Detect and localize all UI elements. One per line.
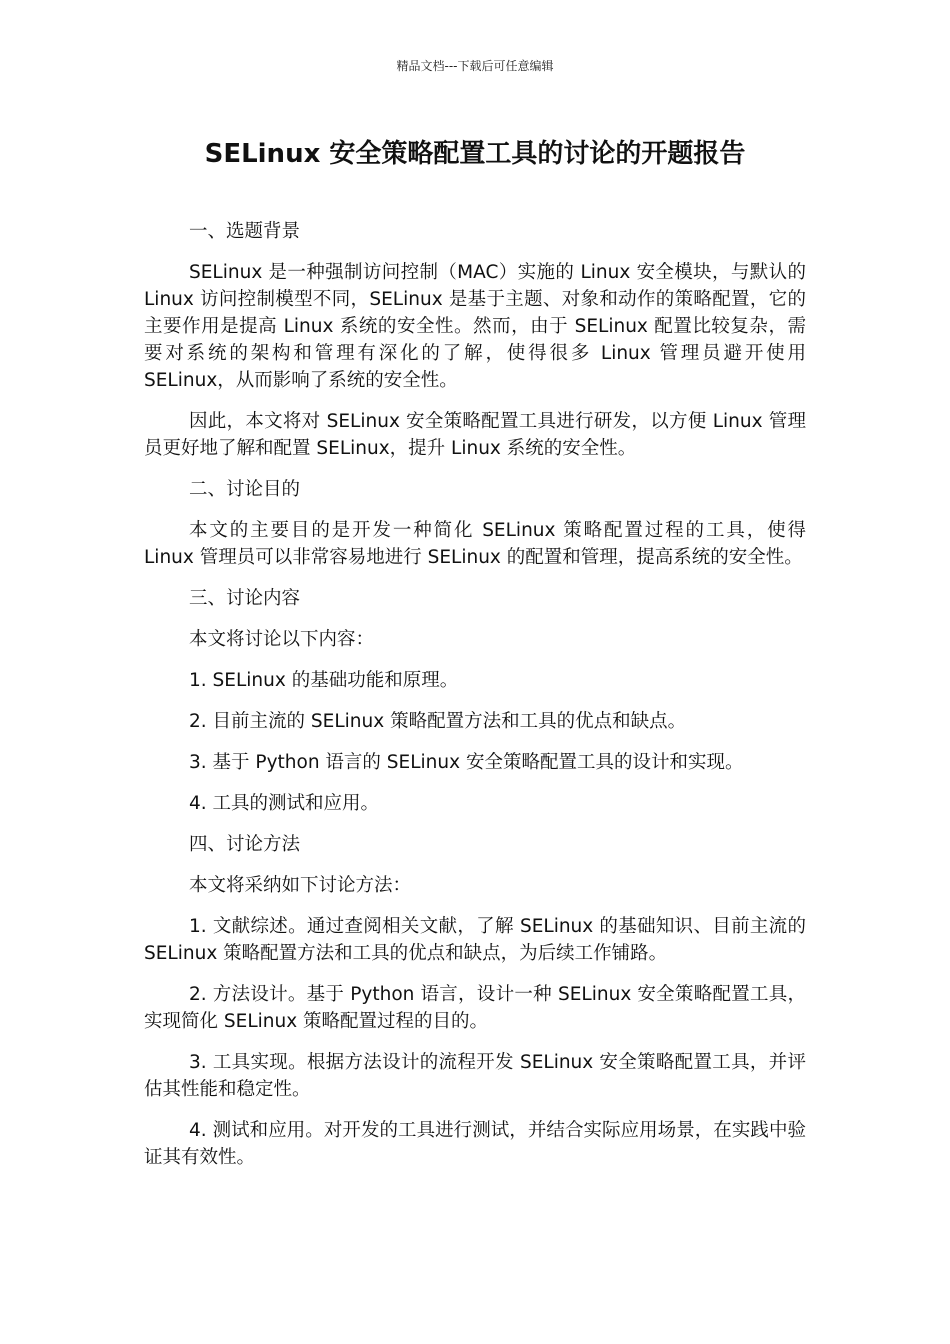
list-item-method-1: 1. 文献综述。通过查阅相关文献，了解 SELinux 的基础知识、目前主流的 SELinux 策略配置方法和工具的优点和缺点，为后续工作铺路。	[144, 916, 806, 964]
document-title: SELinux 安全策略配置工具的讨论的开题报告	[204, 139, 746, 169]
list-item-content-4: 4. 工具的测试和应用。	[189, 793, 380, 814]
paragraph-background-1: SELinux 是一种强制访问控制（MAC）实施的 Linux 安全模块，与默认的 Linux 访问控制模型不同，SELinux 是基于主题、对象和动作的策略配置，它的主要作用是提高 Linux 系统的安全性。然而，由于 SELinux 配置比较复杂，需要对系统的架构和管理有深化的了解，使得很多 Linux 管理员避开使用 SELinux，从而影响了系统的安全性。	[144, 262, 806, 391]
paragraph-method-intro: 本文将采纳如下讨论方法：	[189, 875, 412, 896]
list-item-content-2: 2. 目前主流的 SELinux 策略配置方法和工具的优点和缺点。	[189, 711, 687, 732]
list-item-method-2: 2. 方法设计。基于 Python 语言，设计一种 SELinux 安全策略配置工具，实现简化 SELinux 策略配置过程的目的。	[144, 984, 806, 1032]
list-item-method-4: 4. 测试和应用。对开发的工具进行测试，并结合实际应用场景，在实践中验证其有效性。	[144, 1120, 806, 1168]
paragraph-content-intro: 本文将讨论以下内容：	[189, 629, 375, 650]
document-body	[144, 218, 806, 1185]
section-heading-background: 一、选题背景	[189, 221, 301, 242]
page-header: 精品文档---下载后可任意编辑	[396, 59, 554, 73]
list-item-method-3: 3. 工具实现。根据方法设计的流程开发 SELinux 安全策略配置工具，并评估其性能和稳定性。	[144, 1052, 806, 1100]
section-heading-purpose: 二、讨论目的	[189, 479, 301, 500]
section-heading-content: 三、讨论内容	[189, 588, 301, 609]
paragraph-purpose: 本文的主要目的是开发一种简化 SELinux 策略配置过程的工具，使得 Linux 管理员可以非常容易地进行 SELinux 的配置和管理，提高系统的安全性。	[144, 520, 806, 568]
paragraph-background-2: 因此，本文将对 SELinux 安全策略配置工具进行研发，以方便 Linux 管理员更好地了解和配置 SELinux，提升 Linux 系统的安全性。	[144, 411, 806, 459]
list-item-content-3: 3. 基于 Python 语言的 SELinux 安全策略配置工具的设计和实现。	[189, 752, 744, 773]
list-item-content-1: 1. SELinux 的基础功能和原理。	[189, 670, 459, 691]
section-heading-method: 四、讨论方法	[189, 834, 301, 855]
